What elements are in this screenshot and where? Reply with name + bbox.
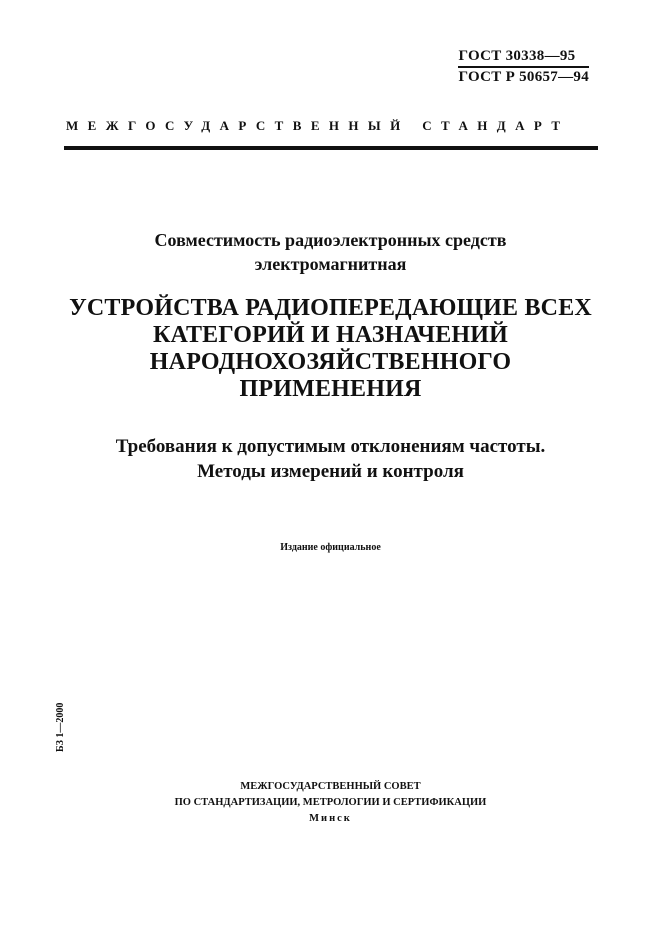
title-line: УСТРОЙСТВА РАДИОПЕРЕДАЮЩИЕ ВСЕХ — [69, 295, 592, 321]
publisher-line: МЕЖГОСУДАРСТВЕННЫЙ СОВЕТ — [240, 781, 421, 792]
header-divider — [64, 146, 598, 150]
requirements-heading — [0, 434, 661, 484]
gost-number-block — [458, 47, 589, 86]
title-line: ПРИМЕНЕНИЯ — [239, 376, 422, 402]
publisher-city: Минск — [309, 813, 352, 824]
side-code: БЗ 1—2000 — [55, 702, 66, 752]
title-line: НАРОДНОХОЗЯЙСТВЕННОГО — [149, 349, 512, 375]
requirements-line: Методы измерений и контроля — [197, 461, 464, 482]
title-line: КАТЕГОРИЙ И НАЗНАЧЕНИЙ — [152, 322, 509, 348]
edition-label: Издание официальное — [280, 542, 381, 553]
publisher-block — [0, 779, 661, 827]
subtitle-line: электромагнитная — [254, 254, 407, 274]
gost-number-secondary: ГОСТ Р 50657—94 — [458, 69, 589, 85]
document-title — [0, 295, 661, 403]
requirements-line: Требования к допустимым отклонениям частоты. — [115, 436, 546, 457]
publisher-line: ПО СТАНДАРТИЗАЦИИ, МЕТРОЛОГИИ И СЕРТИФИКАЦИИ — [174, 797, 487, 808]
document-subtitle — [0, 228, 661, 276]
subtitle-line: Совместимость радиоэлектронных средств — [154, 230, 507, 250]
standard-type-heading: МЕЖГОСУДАРСТВЕННЫЙ СТАНДАРТ — [66, 118, 570, 133]
gost-number-primary: ГОСТ 30338—95 — [458, 47, 589, 68]
